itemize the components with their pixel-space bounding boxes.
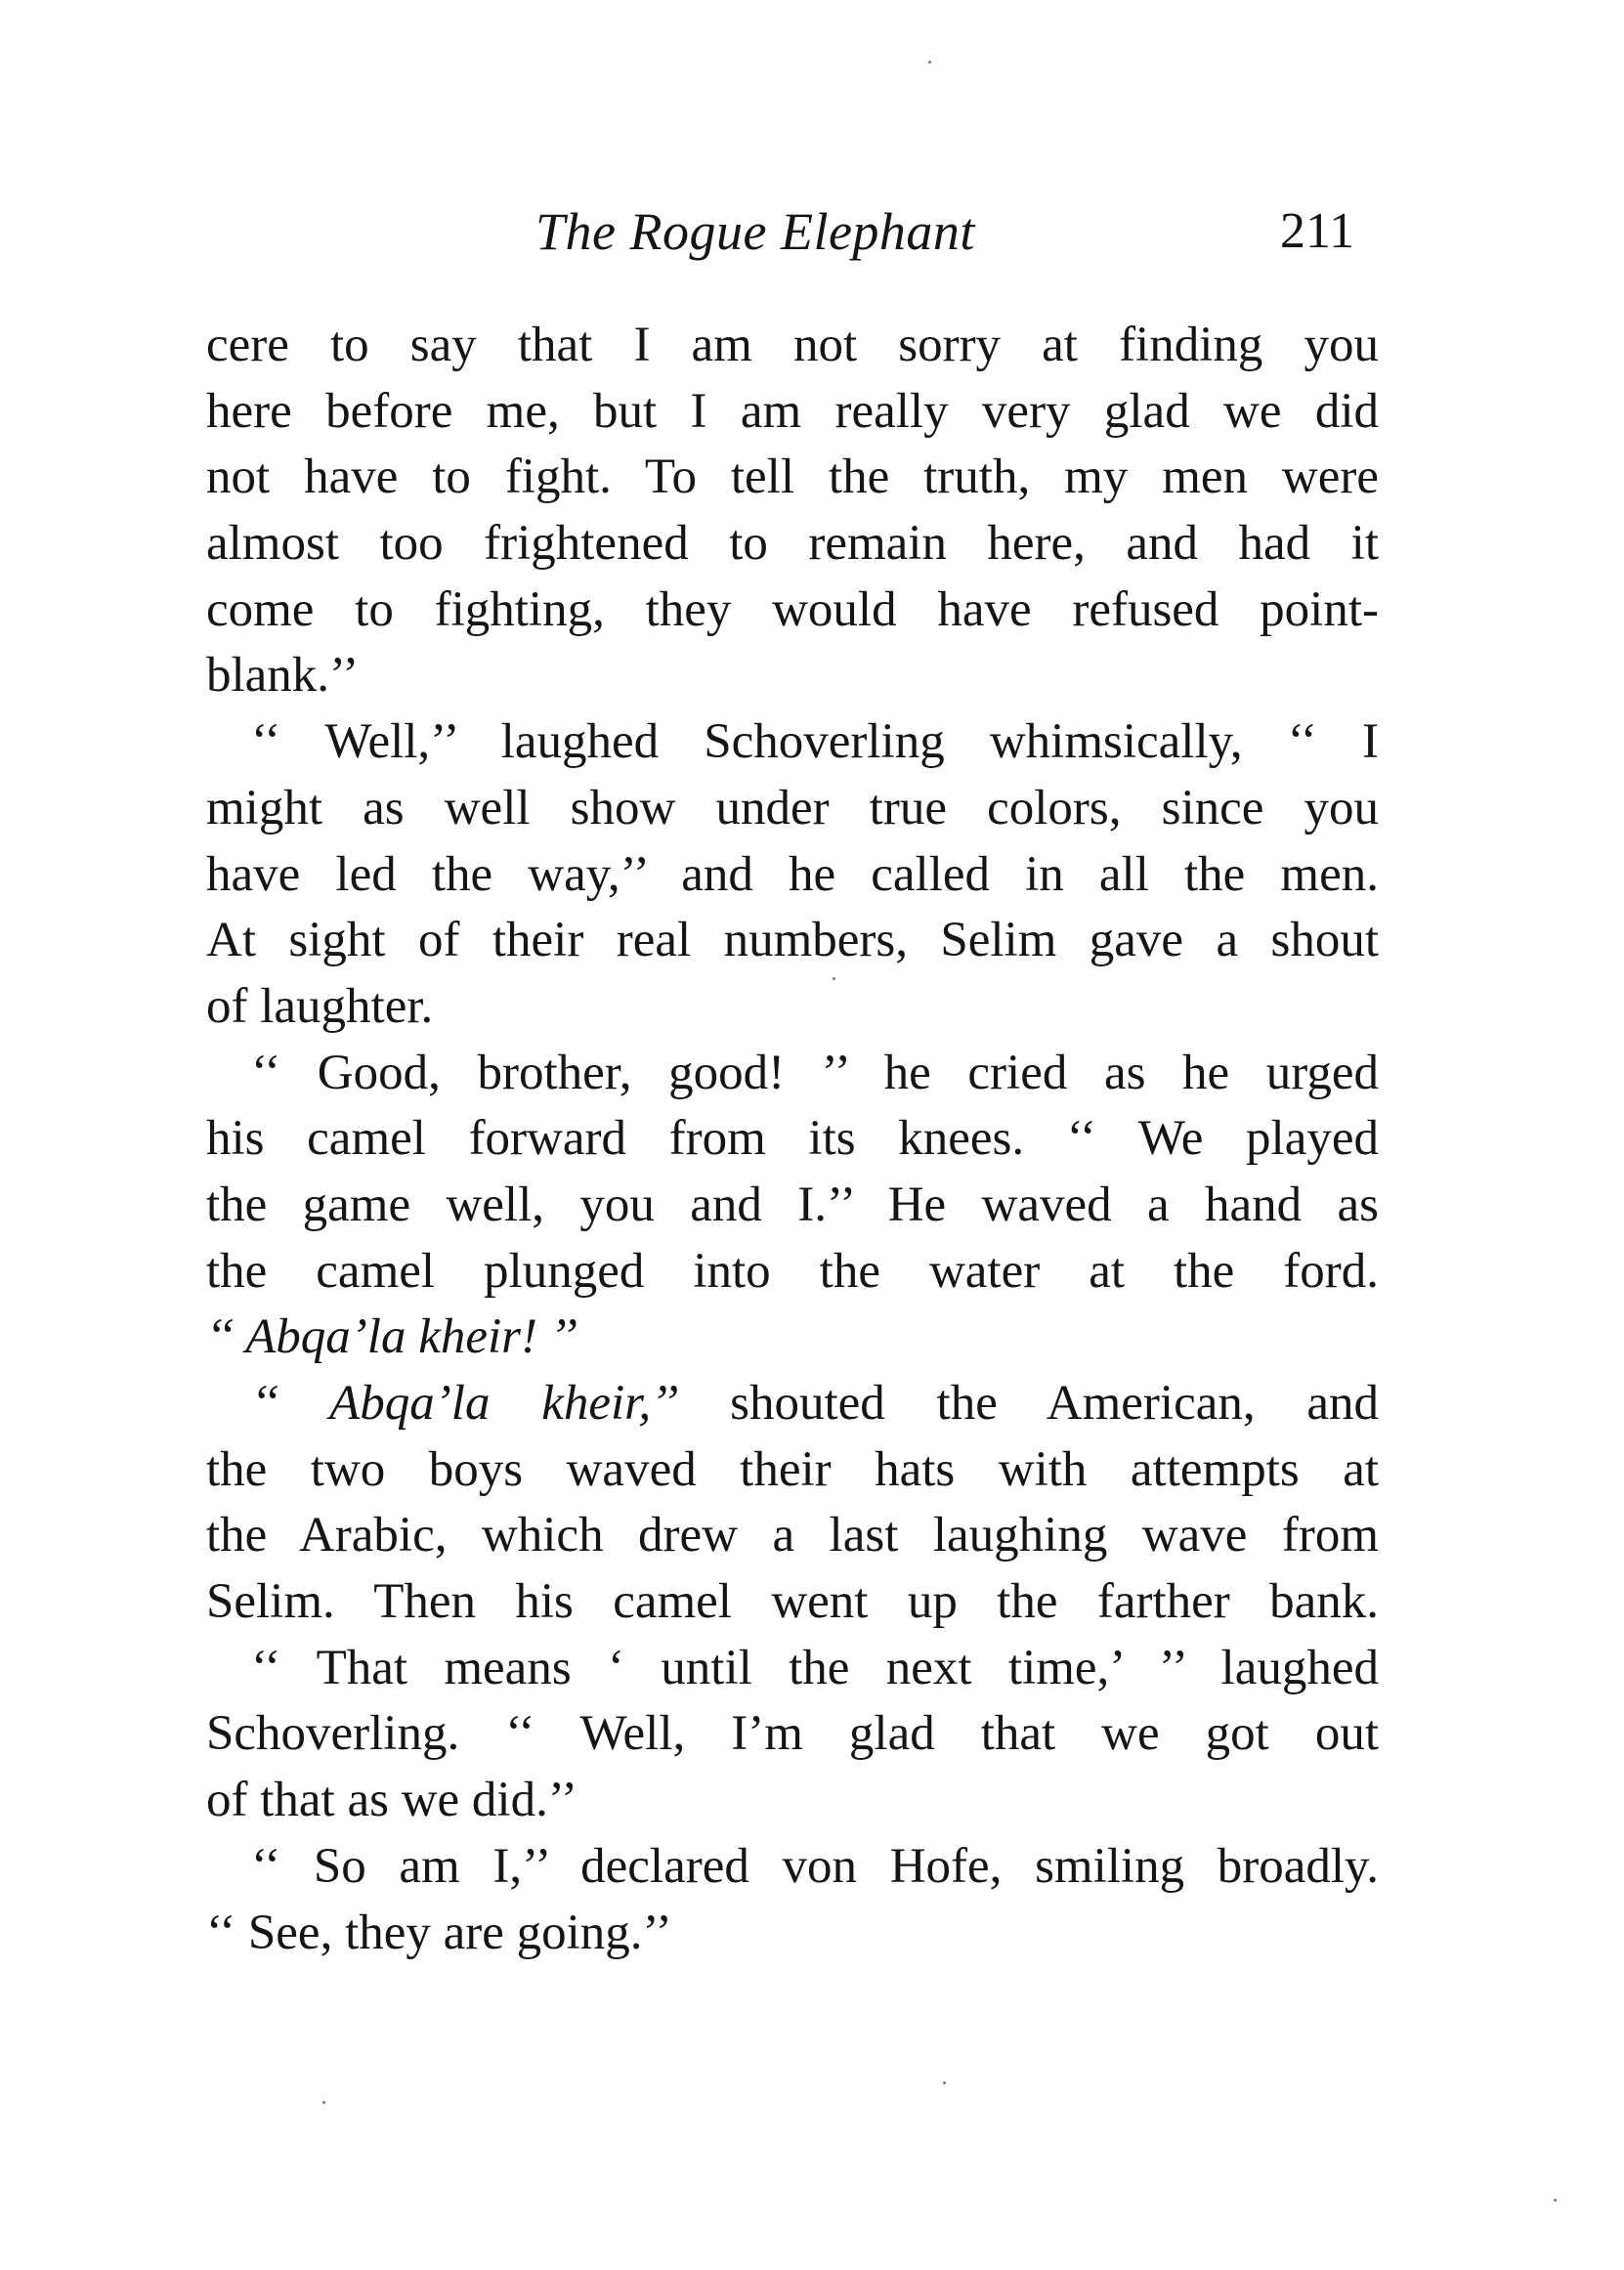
text-line: have led the way,’’ and he called in all the men. [206,846,1379,902]
paper-speck [322,2101,325,2104]
text-line: almost too frightened to remain here, and had it [206,516,1379,572]
text-line: ‘‘ See, they are going.’’ [206,1905,672,1960]
text-line: the game well, you and I.’’ He waved a hand as [206,1177,1379,1232]
text-line: ‘‘ That means ‘ until the next time,’ ’’ laughed [251,1640,1379,1695]
text-line: blank.’’ [206,648,360,704]
text-line: ‘‘ Abqa’la kheir! ’’ [206,1309,578,1365]
text-line: not have to fight. To tell the truth, my men were [206,450,1379,505]
chapter-title: The Rogue Elephant [535,202,975,261]
text-line: the camel plunged into the water at the ford. [206,1243,1379,1299]
text-line: ‘‘ So am I,’’ declared von Hofe, smiling broadly. [251,1838,1379,1894]
text-line: cere to say that I am not sorry at finding you [206,318,1379,372]
text-line: ‘‘ Well,’’ laughed Schoverling whimsically, ‘‘ I [251,714,1379,770]
text-line: his camel forward from its knees. ‘‘ We played [206,1111,1379,1167]
text-line [206,1371,1379,1437]
text-line: the Arabic, which drew a last laughing wave from [206,1508,1379,1563]
paper-speck [1554,2199,1557,2202]
text-line: might as well show under true colors, since you [206,780,1379,835]
text-line: ‘‘ Good, brother, good! ’’ he cried as he urged [251,1045,1379,1100]
paper-speck [928,61,931,64]
text-line: Selim. Then his camel went up the farther bank. [206,1574,1379,1630]
page-number: 211 [1280,203,1355,259]
paper-speck [943,2081,946,2084]
text-line: Schoverling. ‘‘ Well, I’m glad that we got out [206,1706,1379,1762]
text-line: At sight of their real numbers, Selim gave a shout [206,913,1379,968]
running-head [0,200,1624,269]
text-line: here before me, but I am really very glad we did [206,383,1379,439]
text-line: come to fighting, they would have refused point- [206,581,1379,637]
text-line-rest: shouted the American, and [730,1376,1379,1431]
text-line: of laughter. [206,978,434,1034]
arabic-phrase: ‘‘ Abqa’la kheir,’’ [251,1376,679,1431]
paper-speck [833,977,835,980]
body-text [206,313,1379,1966]
text-line: the two boys waved their hats with attempts at [206,1441,1379,1497]
text-line: of that as we did.’’ [206,1773,578,1828]
